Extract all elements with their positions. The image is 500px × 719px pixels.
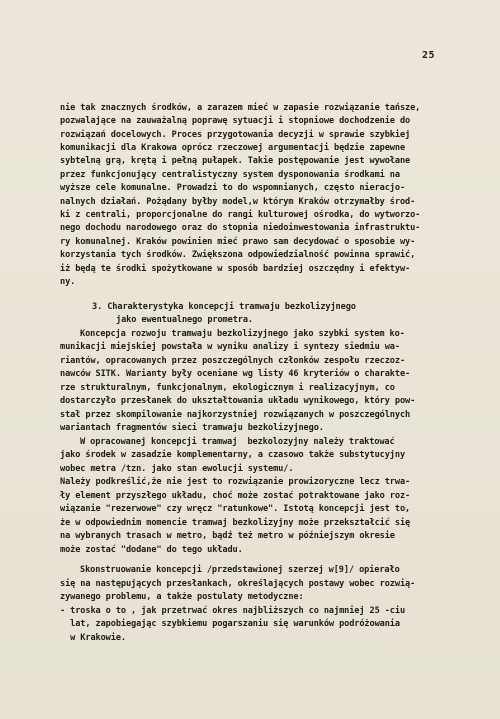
text-line: wiązanie "rezerwowe" czy wręcz "ratunkowe". Istotą koncepcji jest to,	[60, 504, 411, 514]
text-line: pozwalające na zauważalną poprawę sytuacji i stopniowe dochodzenie do	[60, 116, 411, 126]
text-line: wobec metra /tzn. jako stan ewolucji systemu/.	[60, 464, 294, 474]
text-line: korzystania tych środków. Zwiększona odpowiedzialność powinna sprawić,	[60, 250, 416, 260]
text-line: przez funkcjonujący centralistyczny system dysponowania środkami na	[60, 170, 400, 180]
text-line: nawców SITK. Warianty były oceniane wg listy 46 kryteriów o charakte-	[60, 369, 411, 379]
text-line: komunikacji dla Krakowa oprócz rzeczowej argumentacji będzie zapewne	[60, 143, 406, 153]
text-line: W opracowanej koncepcji tramwaj bezkolozyjny należy traktować	[80, 437, 395, 447]
text-line: munikacji miejskiej powstała w wyniku analizy i syntezy siedmiu wa-	[60, 342, 400, 352]
text-line: nie tak znacznych środków, a zarazem mieć w zapasie rozwiązanie tańsze,	[60, 103, 421, 113]
text-line: rozwiązań docelowych. Proces przygotowania decyzji w sprawie szybkiej	[60, 130, 411, 140]
text-line: jako środek w zasadzie komplementarny, a czasowo także substytucyjny	[60, 450, 406, 460]
text-line: może zostać "dodane" do tego układu.	[60, 545, 243, 555]
section-heading: 3. Charakterystyka koncepcji tramwaju bezkolizyjnego	[92, 302, 356, 312]
text-line: rze strukturalnym, funkcjonalnym, ekologicznym i realizacyjnym, co	[60, 383, 395, 393]
text-line: ry komunalnej. Kraków powinien mieć prawo sam decydować o sposobie wy-	[60, 237, 416, 247]
text-line: stał przez skompilowanie najkorzystniej rozwiązanych w poszczególnych	[60, 410, 411, 420]
text-line: zywanego problemu, a także postulaty metodyczne:	[60, 592, 304, 602]
text-line: nego dochodu narodowego oraz do stopnia niedoinwestowania infrastruktu-	[60, 223, 421, 233]
section-heading-continued: jako ewentualnego prometra.	[116, 315, 253, 325]
text-line: Skonstruowanie koncepcji /przedstawionej szerzej w[9]/ opierało	[80, 565, 400, 575]
text-line: ki z centrali, proporcjonalne do rangi kulturowej ośrodka, do wytworzo-	[60, 210, 421, 220]
text-line: wariantach fragmentów sieci tramwaju bezkolizyjnego.	[60, 423, 324, 433]
list-item-line: lat, zapobiegając szybkiemu pogarszaniu się warunków podróżowania	[60, 619, 400, 629]
text-line: riantów, opracowanych przez poszczególnych członków zespołu rzeczoz-	[60, 356, 406, 366]
text-line: sybtelną grą, krętą i pełną pułapek. Takie postępowanie jest wywołane	[60, 156, 411, 166]
page-number: 25	[422, 50, 436, 61]
list-item-line: - troska o to , jak przetrwać okres najbliższych co najmniej 25 -ciu	[60, 606, 406, 616]
text-line: Należy podkreślić,że nie jest to rozwiązanie prowizoryczne lecz trwa-	[60, 477, 411, 487]
text-line: że w odpowiednim momencie tramwaj bezkolizyjny może przekształcić się	[60, 518, 411, 528]
text-line: się na następujących przesłankach, określających postawy wobec rozwią-	[60, 579, 416, 589]
text-line: Koncepcja rozwoju tramwaju bezkolizyjnego jako szybki system ko-	[80, 329, 405, 339]
text-line: dostarczyło przesłanek do ukształtowania układu wynikowego, który pow-	[60, 396, 416, 406]
text-line: iż będą te środki spożytkowane w sposób bardziej oszczędny i efektyw-	[60, 264, 411, 274]
list-item-line: w Krakowie.	[60, 633, 126, 643]
text-line: nalnych działań. Pożądany byłby model,w którym Kraków otrzymałby środ-	[60, 197, 416, 207]
text-line: ny.	[60, 277, 76, 287]
text-line: ły element przyszłego układu, choć może zostać potraktowane jako roz-	[60, 491, 411, 501]
text-line: na wybranych trasach w metro, bądź też metro w późniejszym okresie	[60, 531, 395, 541]
text-line: wyższe cele komunalne. Prowadzi to do wspomnianych, często nieracjo-	[60, 183, 406, 193]
